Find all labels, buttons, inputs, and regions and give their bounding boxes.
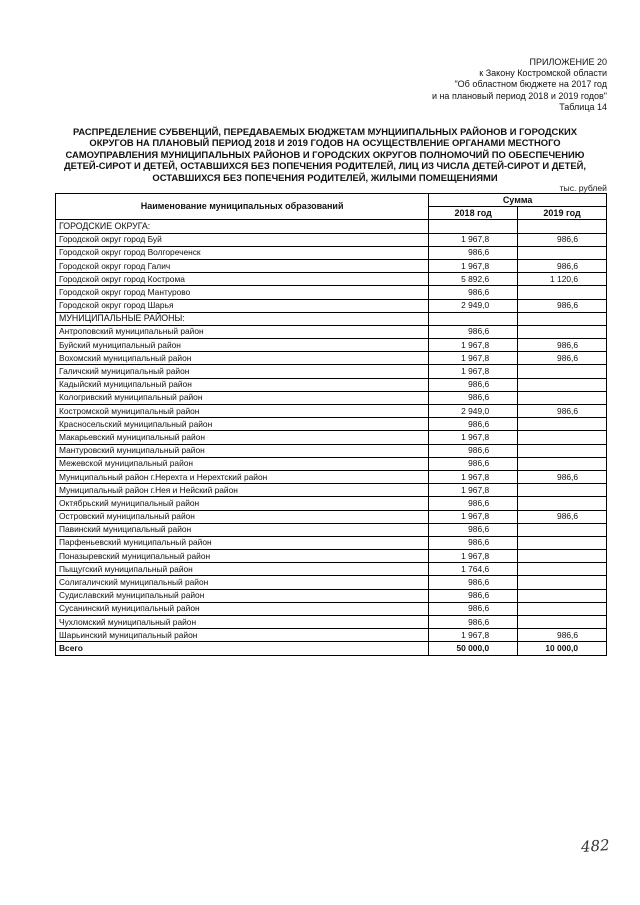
value-2019-cell <box>518 312 607 325</box>
value-2018-cell: 5 892,6 <box>429 273 518 286</box>
page-number: 482 <box>580 836 611 856</box>
row-name-cell: Галичский муниципальный район <box>56 365 429 378</box>
value-2018-cell: 1 967,8 <box>429 365 518 378</box>
table-row <box>56 259 607 272</box>
value-2018-cell: 986,6 <box>429 616 518 629</box>
units-label: тыс. рублей <box>559 183 607 193</box>
row-name-cell: Красносельский муниципальный район <box>56 418 429 431</box>
value-2018-cell: 1 967,8 <box>429 352 518 365</box>
document-title: РАСПРЕДЕЛЕНИЕ СУБВЕНЦИЙ, ПЕРЕДАВАЕМЫХ БЮДЖЕТАМ МУНЦИИПАЛЬНЫХ РАЙОНОВ И ГОРОДСКИХ ОКРУГОВ НА ПЛАНОВЫЙ ПЕРИОД 2018 И 2019 ГОДОВ НА ОСУЩЕСТВЛЕНИЕ ОРГАНАМИ МЕСТНОГО САМОУПРАВЛЕНИЯ МУНИЦИПАЛЬНЫХ РАЙОНОВ И ГОРОДСКИХ ОКРУГОВ ПОЛНОМОЧИЙ ПО ОБЕСПЕЧЕНИЮ ДЕТЕЙ-СИРОТ И ДЕТЕЙ, ОСТАВШИХСЯ БЕЗ ПОПЕЧЕНИЯ РОДИТЕЛЕЙ, ЛИЦ ИЗ ЧИСЛА ДЕТЕЙ-СИРОТ И ДЕТЕЙ, ОСТАВШИХСЯ БЕЗ ПОПЕЧЕНИЯ РОДИТЕЛЕЙ, ЖИЛЫМИ ПОМЕЩЕНИЯМИ <box>64 126 586 183</box>
column-header-2018: 2018 год <box>429 207 518 220</box>
row-name-cell: МУНИЦИПАЛЬНЫЕ РАЙОНЫ: <box>56 312 429 325</box>
value-2019-cell <box>518 576 607 589</box>
row-name-cell: Городской округ город Галич <box>56 259 429 272</box>
value-2018-cell: 986,6 <box>429 378 518 391</box>
table-row <box>56 470 607 483</box>
table-row <box>56 391 607 404</box>
table-row <box>56 457 607 470</box>
section-row <box>56 220 607 233</box>
law-title-line2: и на плановый период 2018 и 2019 годов" <box>431 90 607 101</box>
row-name-cell: Чухломский муниципальный район <box>56 616 429 629</box>
section-row <box>56 312 607 325</box>
row-name-cell: Мантуровский муниципальный район <box>56 444 429 457</box>
table-row <box>56 602 607 615</box>
column-header-2019: 2019 год <box>518 207 607 220</box>
value-2019-cell <box>518 602 607 615</box>
value-2018-cell: 1 967,8 <box>429 431 518 444</box>
value-2018-cell: 986,6 <box>429 497 518 510</box>
value-2019-cell <box>518 444 607 457</box>
value-2019-cell: 986,6 <box>518 405 607 418</box>
appendix-header <box>432 57 607 113</box>
value-2019-cell: 986,6 <box>518 299 607 312</box>
row-name-cell: Муниципальный район г.Нерехта и Нерехтский район <box>56 470 429 483</box>
total-2018-cell: 50 000,0 <box>429 642 518 655</box>
subsidy-table <box>55 193 607 656</box>
value-2019-cell: 986,6 <box>518 470 607 483</box>
row-name-cell: Поназыревский муниципальный район <box>56 550 429 563</box>
value-2019-cell <box>518 220 607 233</box>
value-2019-cell <box>518 523 607 536</box>
value-2019-cell <box>518 365 607 378</box>
row-name-cell: Солигаличский муниципальный район <box>56 576 429 589</box>
value-2019-cell: 986,6 <box>518 510 607 523</box>
value-2018-cell: 986,6 <box>429 576 518 589</box>
value-2018-cell: 1 967,8 <box>429 484 518 497</box>
value-2018-cell: 986,6 <box>429 418 518 431</box>
table-row <box>56 431 607 444</box>
value-2019-cell <box>518 484 607 497</box>
table-row <box>56 484 607 497</box>
value-2019-cell <box>518 536 607 549</box>
value-2018-cell: 1 967,8 <box>429 510 518 523</box>
column-header-name: Наименование муниципальных образований <box>56 194 429 220</box>
value-2019-cell <box>518 616 607 629</box>
table-row <box>56 405 607 418</box>
value-2018-cell: 986,6 <box>429 246 518 259</box>
row-name-cell: Антроповский муниципальный район <box>56 325 429 338</box>
value-2018-cell: 1 764,6 <box>429 563 518 576</box>
table-row <box>56 325 607 338</box>
table-row <box>56 365 607 378</box>
row-name-cell: Буйский муниципальный район <box>56 339 429 352</box>
value-2019-cell <box>518 497 607 510</box>
table-row <box>56 576 607 589</box>
value-2018-cell <box>429 312 518 325</box>
value-2018-cell: 1 967,8 <box>429 629 518 642</box>
row-name-cell: Городской округ город Буй <box>56 233 429 246</box>
total-label-cell: Всего <box>56 642 429 655</box>
value-2019-cell <box>518 418 607 431</box>
table-row <box>56 233 607 246</box>
table-row <box>56 273 607 286</box>
value-2018-cell: 986,6 <box>429 457 518 470</box>
table-row <box>56 378 607 391</box>
row-name-cell: Костромской муниципальный район <box>56 405 429 418</box>
table-row <box>56 286 607 299</box>
row-name-cell: Городской округ город Мантурово <box>56 286 429 299</box>
value-2019-cell <box>518 246 607 259</box>
row-name-cell: Кологривский муниципальный район <box>56 391 429 404</box>
table-row <box>56 563 607 576</box>
value-2019-cell: 986,6 <box>518 352 607 365</box>
row-name-cell: Городской округ город Кострома <box>56 273 429 286</box>
row-name-cell: ГОРОДСКИЕ ОКРУГА: <box>56 220 429 233</box>
value-2019-cell: 1 120,6 <box>518 273 607 286</box>
value-2018-cell: 986,6 <box>429 523 518 536</box>
value-2018-cell: 986,6 <box>429 589 518 602</box>
value-2019-cell <box>518 589 607 602</box>
row-name-cell: Островский муниципальный район <box>56 510 429 523</box>
value-2018-cell: 1 967,8 <box>429 233 518 246</box>
value-2018-cell: 2 949,0 <box>429 299 518 312</box>
value-2019-cell: 986,6 <box>518 259 607 272</box>
value-2019-cell <box>518 325 607 338</box>
row-name-cell: Павинский муниципальный район <box>56 523 429 536</box>
table-row <box>56 616 607 629</box>
row-name-cell: Сусанинский муниципальный район <box>56 602 429 615</box>
value-2018-cell: 986,6 <box>429 602 518 615</box>
row-name-cell: Шарьинский муниципальный район <box>56 629 429 642</box>
value-2019-cell <box>518 563 607 576</box>
value-2018-cell: 1 967,8 <box>429 339 518 352</box>
value-2019-cell: 986,6 <box>518 233 607 246</box>
value-2018-cell: 986,6 <box>429 325 518 338</box>
total-row <box>56 642 607 655</box>
row-name-cell: Кадыйский муниципальный район <box>56 378 429 391</box>
value-2019-cell <box>518 550 607 563</box>
table-row <box>56 246 607 259</box>
table-row <box>56 497 607 510</box>
table-row <box>56 418 607 431</box>
appendix-number: ПРИЛОЖЕНИЕ 20 <box>529 57 607 67</box>
row-name-cell: Парфеньевский муниципальный район <box>56 536 429 549</box>
table-body <box>56 220 607 655</box>
table-row <box>56 299 607 312</box>
table-row <box>56 536 607 549</box>
total-2019-cell: 10 000,0 <box>518 642 607 655</box>
value-2019-cell: 986,6 <box>518 339 607 352</box>
value-2018-cell: 986,6 <box>429 391 518 404</box>
value-2018-cell: 986,6 <box>429 444 518 457</box>
value-2018-cell: 986,6 <box>429 536 518 549</box>
row-name-cell: Городской округ город Шарья <box>56 299 429 312</box>
table-row <box>56 352 607 365</box>
table-number: Таблица 14 <box>559 101 607 112</box>
column-header-sum: Сумма <box>429 194 607 207</box>
row-name-cell: Межевской муниципальный район <box>56 457 429 470</box>
row-name-cell: Макарьевский муниципальный район <box>56 431 429 444</box>
row-name-cell: Вохомский муниципальный район <box>56 352 429 365</box>
law-title-line1: "Об областном бюджете на 2017 год <box>454 79 607 90</box>
value-2019-cell: 986,6 <box>518 629 607 642</box>
value-2019-cell <box>518 457 607 470</box>
row-name-cell: Судиславский муниципальный район <box>56 589 429 602</box>
table-row <box>56 510 607 523</box>
value-2019-cell <box>518 391 607 404</box>
value-2018-cell <box>429 220 518 233</box>
table-row <box>56 589 607 602</box>
value-2018-cell: 1 967,8 <box>429 550 518 563</box>
row-name-cell: Пыщугский муниципальный район <box>56 563 429 576</box>
table-row <box>56 444 607 457</box>
value-2019-cell <box>518 286 607 299</box>
table-row <box>56 523 607 536</box>
table-row <box>56 629 607 642</box>
value-2019-cell <box>518 378 607 391</box>
row-name-cell: Муниципальный район г.Нея и Нейский район <box>56 484 429 497</box>
table-row <box>56 550 607 563</box>
row-name-cell: Октябрьский муниципальный район <box>56 497 429 510</box>
table-row <box>56 339 607 352</box>
value-2018-cell: 1 967,8 <box>429 259 518 272</box>
value-2019-cell <box>518 431 607 444</box>
law-reference: к Закону Костромской области <box>479 68 607 79</box>
value-2018-cell: 986,6 <box>429 286 518 299</box>
row-name-cell: Городской округ город Волгореченск <box>56 246 429 259</box>
value-2018-cell: 2 949,0 <box>429 405 518 418</box>
value-2018-cell: 1 967,8 <box>429 470 518 483</box>
